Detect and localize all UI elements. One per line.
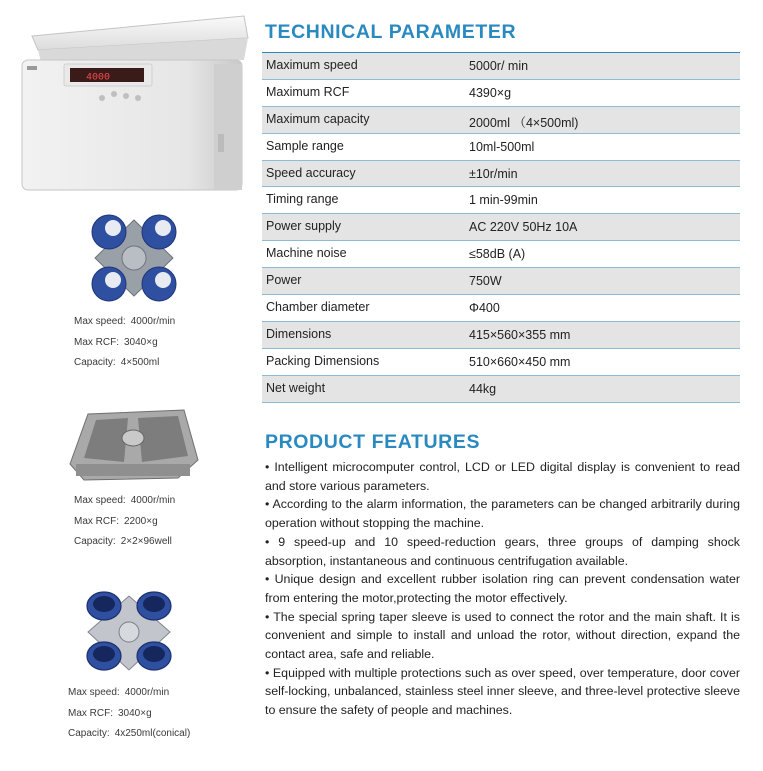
technical-parameter-heading: TECHNICAL PARAMETER — [265, 21, 517, 43]
conical-bucket-rotor-image — [70, 584, 188, 680]
table-row: Sample range 10ml-500ml — [262, 134, 740, 161]
spec-line: Max speed: 4000r/min — [68, 687, 170, 698]
product-features-list — [265, 458, 740, 720]
table-row: Packing Dimensions 510×660×450 mm — [262, 349, 740, 376]
feature-item: • The special spring taper sleeve is used to connect the rotor and the main shaft. It is convenient and simple to install and unload the rotor, without direction, expand the contact area, safe and reliable. — [265, 609, 740, 662]
rotor-1-specs — [74, 312, 175, 374]
plate-rotor-image — [66, 404, 200, 484]
table-row: Maximum speed 5000r/ min — [262, 53, 740, 80]
table-row: Chamber diameter Φ400 — [262, 295, 740, 322]
centrifuge-machine-image — [18, 14, 250, 196]
spec-line: Max RCF: 2200×g — [74, 515, 158, 527]
spec-line: Capacity: 4x250ml(conical) — [68, 728, 191, 739]
feature-item: • Unique design and excellent rubber isolation ring can prevent condensation water from entering the motor,protecting the motor effectively. — [265, 572, 740, 605]
table-row: Speed accuracy ±10r/min — [262, 161, 740, 188]
feature-item: • 9 speed-up and 10 speed-reduction gears, three groups of damping shock absorption, instantaneous and continuous centrifugation available. — [265, 534, 740, 568]
table-row: Timing range 1 min-99min — [262, 187, 740, 214]
left-column — [0, 0, 255, 771]
product-features-heading: PRODUCT FEATURES — [265, 431, 481, 453]
display-readout: 4000 — [86, 72, 111, 84]
table-row: Machine noise ≤58dB (A) — [262, 241, 740, 268]
table-row: Net weight 44kg — [262, 376, 740, 403]
feature-item: • Intelligent microcomputer control, LCD or LED digital display is convenient to read and store various parameters. — [265, 460, 740, 493]
rotor-2-specs — [74, 491, 175, 553]
spec-line: Max RCF: 3040×g — [68, 707, 152, 719]
table-row: Maximum capacity 2000ml （4×500ml) — [262, 107, 740, 134]
feature-item: • Equipped with multiple protections such as over speed, over temperature, door cover self-locking, unbalanced, stainless steel inner sleeve, and three-level protective sleeve to ensure the safety of people and machines. — [265, 665, 740, 718]
spec-line: Capacity: 2×2×96well — [74, 536, 172, 547]
spec-line: Max speed: 4000r/min — [74, 316, 176, 327]
table-row: Power supply AC 220V 50Hz 10A — [262, 214, 740, 241]
table-row: Maximum RCF 4390×g — [262, 80, 740, 107]
technical-parameter-table — [262, 52, 740, 403]
spec-line: Max speed: 4000r/min — [74, 495, 176, 506]
feature-item: • According to the alarm information, the parameters can be changed arbitrarily during operation without stopping the machine. — [265, 497, 740, 531]
spec-line: Capacity: 4×500ml — [74, 357, 160, 368]
spec-line: Max RCF: 3040×g — [74, 336, 158, 348]
table-row: Power 750W — [262, 268, 740, 295]
rotor-3-specs — [68, 683, 190, 745]
swing-bucket-rotor-image — [75, 206, 193, 310]
table-row: Dimensions 415×560×355 mm — [262, 322, 740, 349]
